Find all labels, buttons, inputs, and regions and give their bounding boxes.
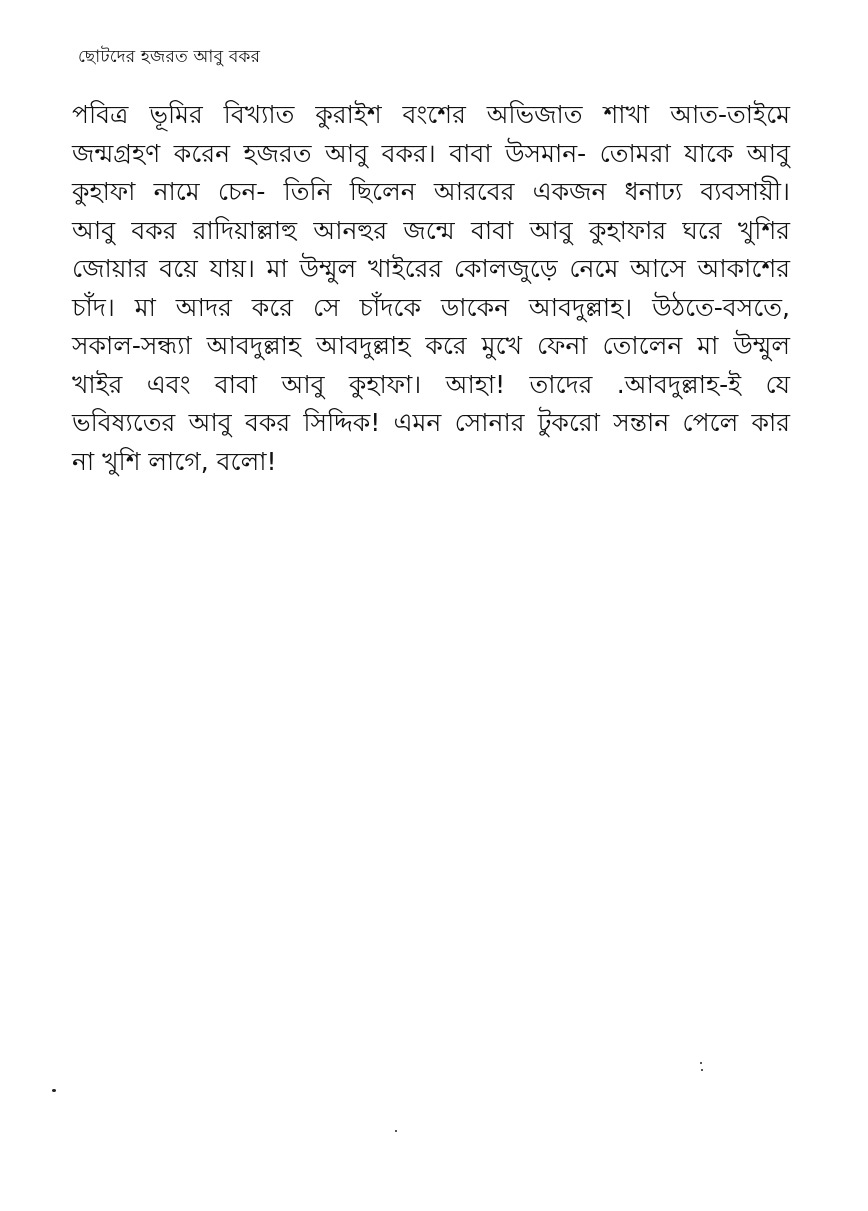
paragraph-line: সকাল-সন্ধ্যা আবদুল্লাহ আবদুল্লাহ করে মুখে ফেনা তোলেন মা উম্মুল	[72, 331, 790, 360]
paragraph-line: জন্মগ্রহণ করেন হজরত আবু বকর। বাবা উসমান- তোমরা যাকে আবু	[72, 138, 790, 168]
scan-speck	[700, 1062, 702, 1064]
running-header: ছোটদের হজরত আবু বকর	[78, 47, 261, 67]
paragraph-line: ভবিষ্যতের আবু বকর সিদ্দিক! এমন সোনার টুকরো সন্তান পেলে কার	[72, 408, 790, 437]
paragraph-line: আবু বকর রাদিয়াল্লাহু আনহুর জন্মে বাবা আবু কুহাফার ঘরে খুশির	[72, 215, 790, 245]
paragraph-line: খাইর এবং বাবা আবু কুহাফা। আহা! তাদের .আবদুল্লাহ-ই যে	[72, 369, 790, 399]
paragraph-line: চাঁদ। মা আদর করে সে চাঁদকে ডাকেন আবদুল্লাহ। উঠতে-বসতে,	[72, 292, 790, 322]
paragraph-line: পবিত্র ভূমির বিখ্যাত কুরাইশ বংশের অভিজাত শাখা আত-তাইমে	[72, 100, 790, 129]
paragraph-line: না খুশি লাগে, বলো!	[72, 446, 277, 476]
body-paragraph	[72, 96, 790, 481]
scan-speck	[52, 1089, 56, 1092]
paragraph-line: জোয়ার বয়ে যায়। মা উম্মুল খাইরের কোলজুড়ে নেমে আসে আকাশের	[72, 254, 790, 283]
scan-speck	[395, 1130, 397, 1132]
scan-speck	[701, 1069, 703, 1071]
paragraph-line: কুহাফা নামে চেন- তিনি ছিলেন আরবের একজন ধনাঢ্য ব্যবসায়ী।	[72, 177, 790, 206]
